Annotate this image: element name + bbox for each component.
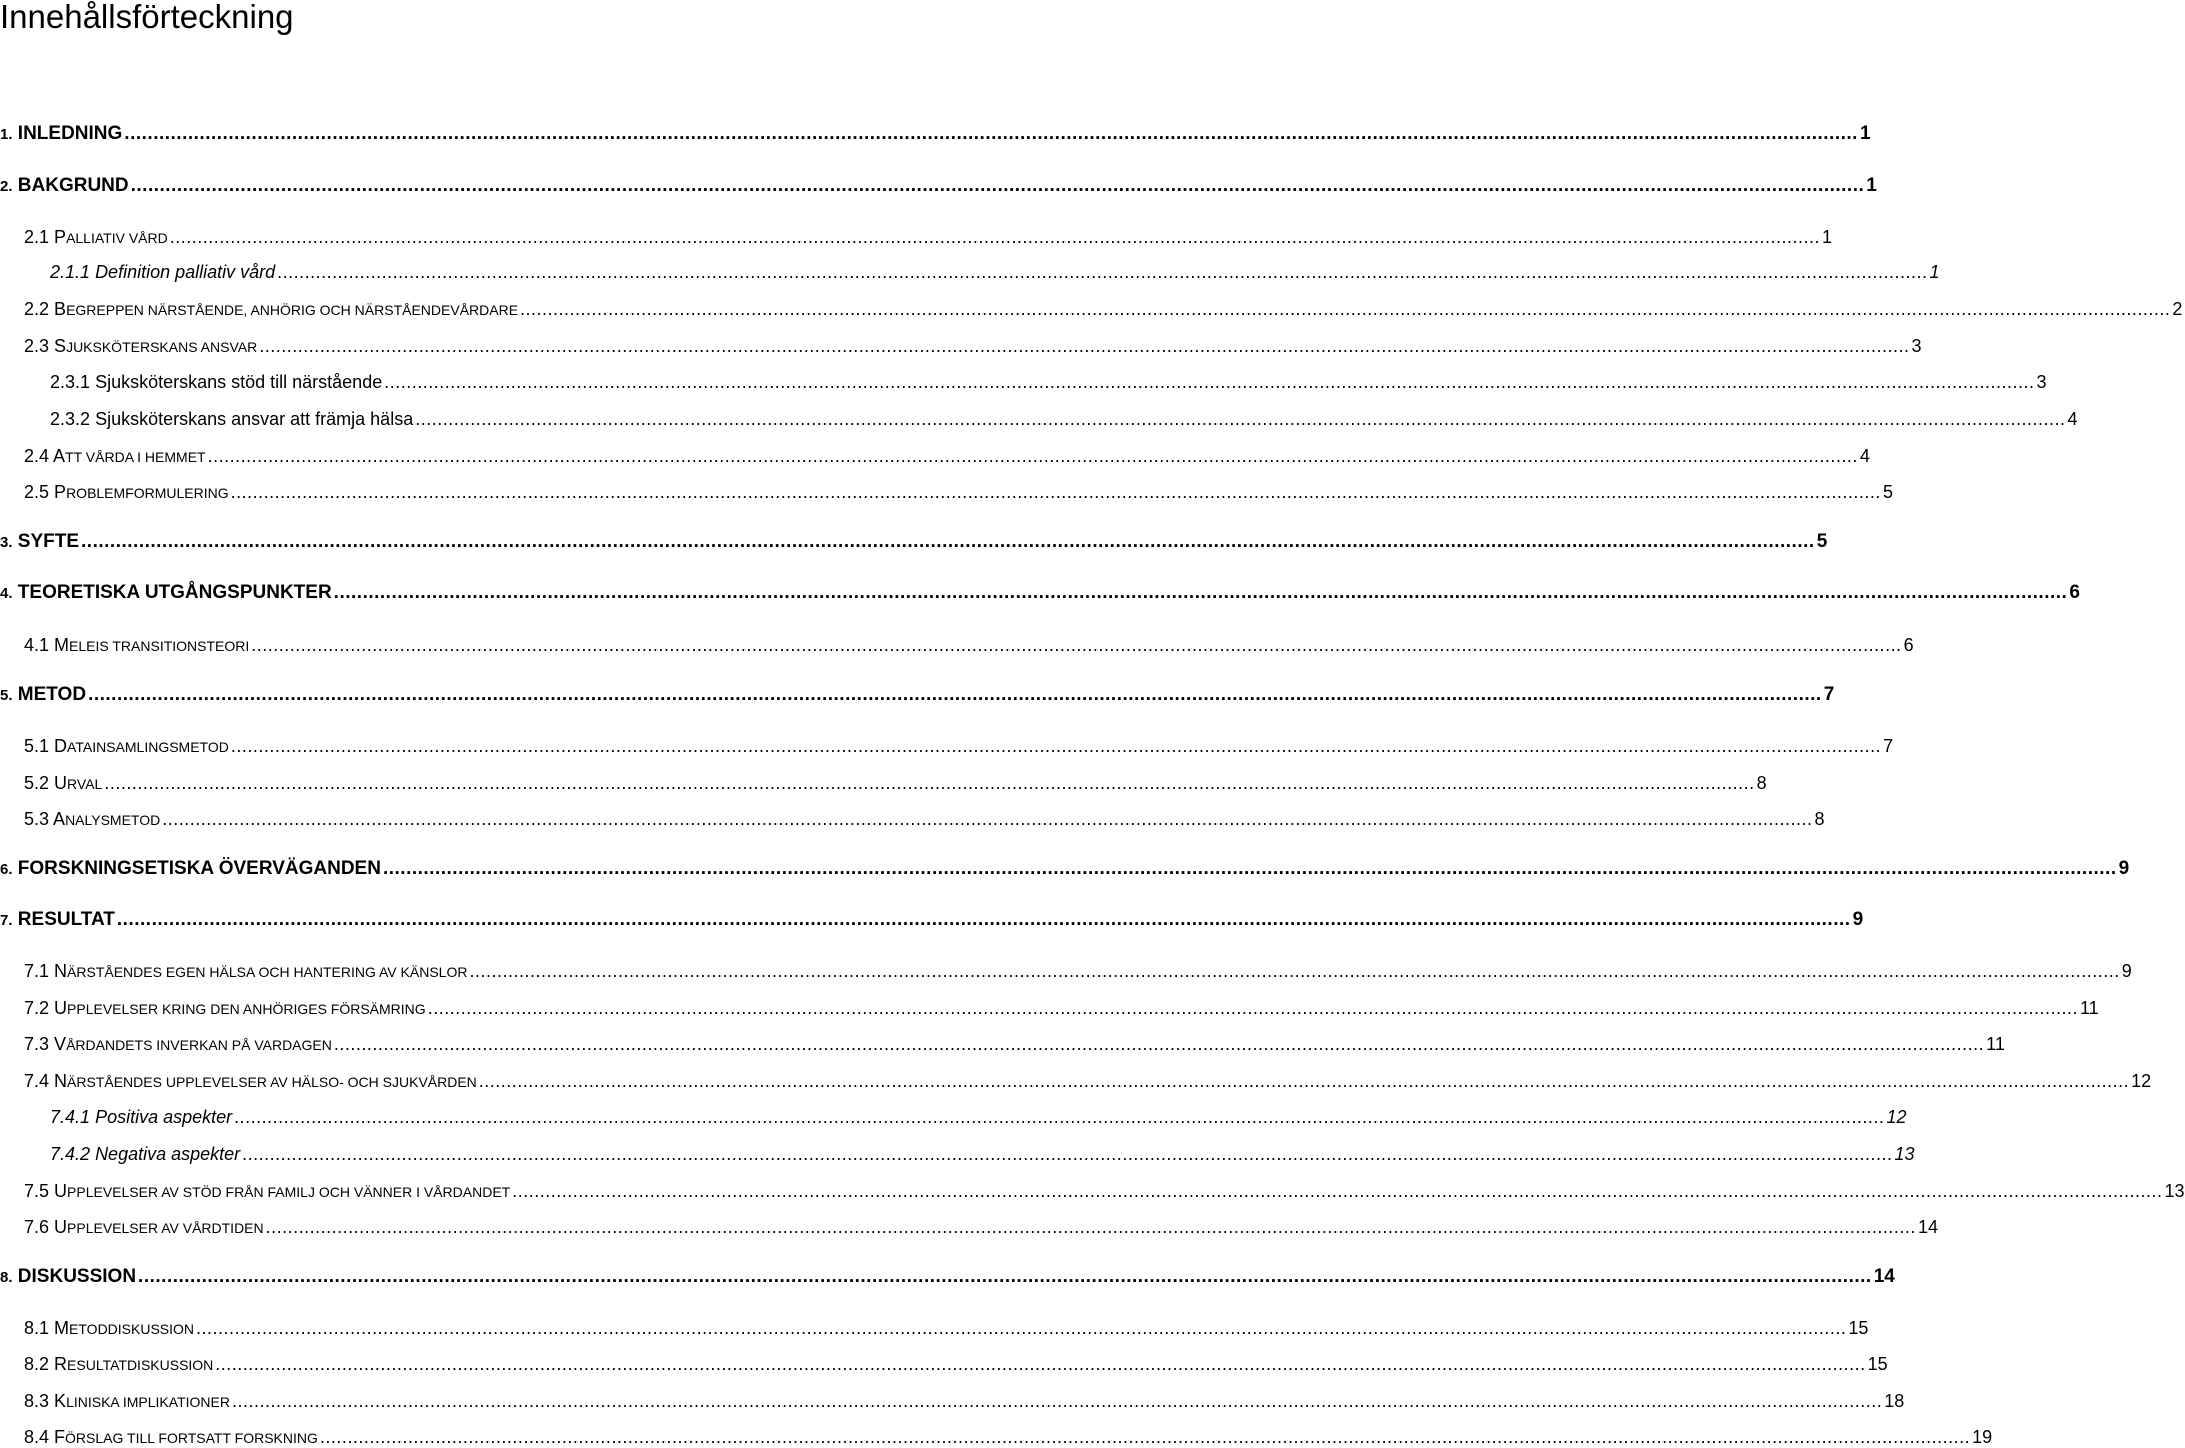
- toc-leader-dots: ............................................................................................................................................................................................................................................................................................................: [333, 582, 2068, 603]
- toc-entry[interactable]: [24, 806, 1825, 830]
- toc-entry-text: Definition palliativ vård: [95, 262, 276, 282]
- toc-leader-dots: ............................................................................................................................................................................................................................................................................................................: [251, 635, 1902, 655]
- toc-entry-text: TT VÅRDA I HEMMET: [65, 449, 206, 465]
- toc-page-number: 12: [2131, 1071, 2152, 1091]
- toc-entry-label: [24, 227, 168, 248]
- toc-entry-text: ÖRSLAG TILL FORTSATT FORSKNING: [65, 1430, 318, 1446]
- toc-entry-text: Negativa aspekter: [95, 1144, 241, 1164]
- toc-entry-number: 2.3.2: [50, 409, 91, 429]
- toc-entry-label: [24, 1354, 213, 1375]
- toc-page-number: 5: [1816, 531, 1828, 552]
- toc-entry[interactable]: [50, 1104, 1907, 1128]
- toc-leader-dots: ............................................................................................................................................................................................................................................................................................................: [469, 961, 2120, 981]
- toc-entry-text: ATAINSAMLINGSMETOD: [67, 739, 229, 755]
- toc-page-number: 11: [1986, 1034, 2005, 1054]
- toc-entry-initial: K: [54, 1391, 67, 1411]
- toc-page-number: 8: [1756, 773, 1767, 793]
- toc-leader-dots: ............................................................................................................................................................................................................................................................................................................: [230, 736, 1882, 756]
- toc-entry-number: 2.1: [24, 227, 50, 247]
- toc-entry[interactable]: [24, 770, 1767, 794]
- toc-entry[interactable]: [24, 958, 2132, 982]
- toc-leader-dots: ............................................................................................................................................................................................................................................................................................................: [81, 531, 1815, 552]
- toc-entry[interactable]: [0, 856, 2130, 880]
- toc-entry-number: 2.1.1: [50, 262, 91, 282]
- toc-entry-text: PPLEVELSER AV STÖD FRÅN FAMILJ OCH VÄNNER I VÅRDANDET: [67, 1184, 511, 1200]
- toc-entry-number: 7.2: [24, 998, 50, 1018]
- toc-leader-dots: ............................................................................................................................................................................................................................................................................................................: [138, 1266, 1872, 1287]
- toc-entry-number: 7.6: [24, 1217, 50, 1237]
- toc-page-number: 9: [2121, 961, 2132, 981]
- toc-leader-dots: ............................................................................................................................................................................................................................................................................................................: [207, 446, 1858, 466]
- toc-entry-number: 2.5: [24, 482, 50, 502]
- toc-entry-number: 6.: [0, 861, 13, 878]
- toc-entry[interactable]: [24, 1315, 1869, 1339]
- toc-entry-text: PPLEVELSER AV VÅRDTIDEN: [67, 1220, 264, 1236]
- toc-entry-number: 2.4: [24, 446, 50, 466]
- toc-leader-dots: ............................................................................................................................................................................................................................................................................................................: [169, 227, 1821, 247]
- toc-entry-text: EGREPPEN NÄRSTÅENDE, ANHÖRIG OCH NÄRSTÅENDEVÅRDARE: [66, 302, 519, 318]
- toc-entry-number: 7.4.1: [50, 1107, 91, 1127]
- toc-entry-label: [0, 909, 115, 931]
- toc-entry-number: 7.4.2: [50, 1144, 91, 1164]
- page-title: Innehållsförteckning: [0, 0, 294, 35]
- toc-leader-dots: ............................................................................................................................................................................................................................................................................................................: [478, 1071, 2130, 1091]
- toc-leader-dots: ............................................................................................................................................................................................................................................................................................................: [427, 998, 2078, 1018]
- toc-leader-dots: ............................................................................................................................................................................................................................................................................................................: [384, 372, 2035, 392]
- toc-page-number: 18: [1884, 1391, 1905, 1411]
- toc-page-number: 2: [2172, 299, 2183, 319]
- toc-entry-label: [50, 262, 275, 283]
- toc-page-number: 7: [1883, 736, 1894, 756]
- toc-leader-dots: ............................................................................................................................................................................................................................................................................................................: [277, 262, 1928, 282]
- toc-page-number: 1: [1822, 227, 1833, 247]
- toc-entry[interactable]: [0, 1264, 1895, 1288]
- toc-entry-text: ESULTATDISKUSSION: [67, 1357, 214, 1373]
- toc-page-number: 12: [1886, 1107, 1907, 1127]
- toc-page-number: 6: [1903, 635, 1914, 655]
- toc-leader-dots: ............................................................................................................................................................................................................................................................................................................: [242, 1144, 1893, 1164]
- toc-entry[interactable]: [24, 224, 1833, 248]
- toc-leader-dots: ............................................................................................................................................................................................................................................................................................................: [230, 482, 1881, 502]
- toc-entry[interactable]: [24, 333, 1922, 357]
- toc-page-number: 8: [1814, 809, 1825, 829]
- toc-leader-dots: ............................................................................................................................................................................................................................................................................................................: [382, 858, 2117, 879]
- toc-entry-label: [0, 175, 129, 197]
- toc-entry-text: ELEIS TRANSITIONSTEORI: [69, 638, 250, 654]
- toc-entry[interactable]: [24, 1068, 2152, 1092]
- toc-entry-text: ÄRSTÅENDES EGEN HÄLSA OCH HANTERING AV KÄNSLOR: [67, 964, 468, 980]
- toc-page-number: 1: [1929, 262, 1940, 282]
- toc-page-number: 13: [1894, 1144, 1915, 1164]
- toc-entry-text: INLEDNING: [17, 123, 123, 144]
- toc-leader-dots: ............................................................................................................................................................................................................................................................................................................: [130, 175, 1865, 196]
- toc-entry-initial: P: [54, 227, 67, 247]
- toc-entry[interactable]: [24, 443, 1870, 467]
- toc-entry-label: [0, 123, 122, 145]
- toc-page-number: 5: [1882, 482, 1893, 502]
- toc-entry-text: ROBLEMFORMULERING: [66, 485, 229, 501]
- toc-entry-label: [24, 1391, 230, 1412]
- toc-entry-label: [24, 446, 206, 467]
- toc-entry-number: 7.4: [24, 1071, 50, 1091]
- toc-leader-dots: ............................................................................................................................................................................................................................................................................................................: [215, 1354, 1866, 1374]
- toc-entry-initial: B: [54, 299, 67, 319]
- toc-leader-dots: ............................................................................................................................................................................................................................................................................................................: [333, 1034, 1985, 1054]
- toc-entry-number: 7.5: [24, 1181, 50, 1201]
- toc-page-number: 4: [2067, 409, 2078, 429]
- toc-entry-initial: R: [54, 1354, 68, 1374]
- toc-entry-text: LINISKA IMPLIKATIONER: [66, 1394, 230, 1410]
- toc-entry-text: DISKUSSION: [17, 1266, 137, 1287]
- toc-entry[interactable]: [24, 733, 1894, 757]
- toc-entry-text: ETODDISKUSSION: [69, 1321, 195, 1337]
- toc-entry-text: ALLIATIV VÅRD: [66, 230, 168, 246]
- toc-entry[interactable]: [50, 369, 2047, 393]
- toc-entry-initial: F: [54, 1427, 66, 1447]
- toc-entry-label: [24, 998, 426, 1019]
- toc-entry-initial: U: [54, 1181, 68, 1201]
- toc-entry-initial: D: [54, 736, 68, 756]
- toc-entry-number: 5.: [0, 687, 13, 704]
- toc-page-number: 4: [1859, 446, 1870, 466]
- toc-entry-number: 2.2: [24, 299, 50, 319]
- toc-entry-text: RESULTAT: [17, 909, 115, 930]
- toc-entry-text: Sjuksköterskans ansvar att främja hälsa: [95, 409, 414, 429]
- toc-leader-dots: ............................................................................................................................................................................................................................................................................................................: [88, 684, 1822, 705]
- toc-entry-label: [24, 482, 229, 503]
- toc-entry-label: [24, 1181, 510, 1202]
- toc-page-number: 3: [1911, 336, 1922, 356]
- toc-entry-number: 4.1: [24, 635, 50, 655]
- toc-page-number: 19: [1972, 1427, 1993, 1447]
- toc-entry-number: 8.3: [24, 1391, 50, 1411]
- toc-entry-initial: N: [54, 1071, 68, 1091]
- toc-entry[interactable]: [24, 1214, 1938, 1238]
- toc-page-number: 9: [1852, 909, 1864, 930]
- toc-leader-dots: ............................................................................................................................................................................................................................................................................................................: [520, 299, 2171, 319]
- toc-entry[interactable]: [50, 406, 2078, 430]
- toc-entry-label: [50, 372, 382, 393]
- toc-entry-label: [24, 1217, 264, 1238]
- toc-entry[interactable]: [0, 907, 1864, 931]
- toc-entry[interactable]: [24, 1351, 1888, 1375]
- toc-page-number: 15: [1848, 1318, 1869, 1338]
- toc-entry-initial: M: [54, 635, 70, 655]
- toc-leader-dots: ............................................................................................................................................................................................................................................................................................................: [104, 773, 1755, 793]
- toc-entry[interactable]: [50, 259, 1940, 283]
- toc-entry-number: 3.: [0, 534, 13, 551]
- toc-entry-number: 1.: [0, 126, 13, 143]
- toc-entry-initial: A: [53, 446, 66, 466]
- toc-page-number: 11: [2079, 998, 2099, 1018]
- toc-entry-number: 2.3.1: [50, 372, 91, 392]
- toc-entry-label: [0, 1266, 136, 1288]
- toc-entry-text: BAKGRUND: [17, 175, 129, 196]
- toc-entry-text: SYFTE: [17, 531, 80, 552]
- toc-entry-label: [24, 736, 229, 757]
- toc-entry-label: [24, 336, 257, 357]
- toc-leader-dots: ............................................................................................................................................................................................................................................................................................................: [231, 1391, 1883, 1411]
- toc-page-number: 7: [1823, 684, 1835, 705]
- toc-page-number: 14: [1873, 1266, 1895, 1287]
- toc-entry[interactable]: [24, 1178, 2185, 1202]
- toc-entry-text: Positiva aspekter: [95, 1107, 233, 1127]
- toc-leader-dots: ............................................................................................................................................................................................................................................................................................................: [124, 123, 1858, 144]
- toc-entry[interactable]: [24, 479, 1893, 503]
- toc-leader-dots: ............................................................................................................................................................................................................................................................................................................: [196, 1318, 1847, 1338]
- toc-entry-text: FORSKNINGSETISKA ÖVERVÄGANDEN: [17, 858, 381, 879]
- toc-entry-label: [0, 684, 86, 706]
- toc-entry-number: 8.1: [24, 1318, 50, 1338]
- toc-entry[interactable]: [0, 682, 1835, 706]
- toc-entry-label: [24, 1034, 332, 1055]
- toc-entry-label: [0, 582, 332, 604]
- toc-entry[interactable]: [24, 1388, 1905, 1412]
- toc-entry-initial: A: [53, 809, 66, 829]
- toc-entry-number: 5.3: [24, 809, 50, 829]
- toc-entry-label: [24, 1318, 194, 1339]
- toc-entry-label: [24, 1071, 477, 1092]
- toc-entry-text: RVAL: [67, 776, 103, 792]
- toc-entry-initial: U: [54, 998, 68, 1018]
- toc-page-number: 13: [2164, 1181, 2185, 1201]
- toc-entry-initial: U: [54, 1217, 68, 1237]
- toc-page-number: 1: [1866, 175, 1877, 196]
- toc-leader-dots: ............................................................................................................................................................................................................................................................................................................: [265, 1217, 1916, 1237]
- toc-entry-label: [50, 1144, 240, 1165]
- toc-leader-dots: ............................................................................................................................................................................................................................................................................................................: [234, 1107, 1885, 1127]
- toc-page-number: 6: [2069, 582, 2080, 603]
- toc-entry-text: ÅRDANDETS INVERKAN PÅ VARDAGEN: [66, 1037, 332, 1053]
- toc-entry-number: 7.: [0, 912, 13, 929]
- toc-entry[interactable]: [0, 121, 1871, 145]
- toc-entry-label: [24, 299, 518, 320]
- toc-leader-dots: ............................................................................................................................................................................................................................................................................................................: [259, 336, 1910, 356]
- toc-entry-text: PPLEVELSER KRING DEN ANHÖRIGES FÖRSÄMRING: [67, 1001, 426, 1017]
- toc-entry[interactable]: [24, 632, 1914, 656]
- toc-entry-number: 8.: [0, 1269, 13, 1286]
- toc-entry-text: Sjuksköterskans stöd till närstående: [95, 372, 383, 392]
- toc-page-number: 14: [1917, 1217, 1938, 1237]
- toc-entry-number: 8.4: [24, 1427, 50, 1447]
- toc-page-number: 3: [2036, 372, 2047, 392]
- toc-page-number: 9: [2118, 858, 2130, 879]
- toc-entry-label: [24, 809, 160, 830]
- toc-leader-dots: ............................................................................................................................................................................................................................................................................................................: [116, 909, 1851, 930]
- toc-page-number: 1: [1859, 123, 1871, 144]
- toc-entry[interactable]: [0, 580, 2080, 604]
- toc-entry-number: 2.3: [24, 336, 50, 356]
- toc-entry-label: [0, 858, 381, 880]
- toc-entry[interactable]: [0, 529, 1828, 553]
- toc-entry-initial: V: [54, 1034, 67, 1054]
- toc-entry-initial: P: [54, 482, 67, 502]
- toc-entry[interactable]: [0, 173, 1877, 197]
- toc-entry-number: 5.1: [24, 736, 50, 756]
- toc-entry-number: 4.: [0, 585, 13, 602]
- toc-entry[interactable]: [24, 296, 2183, 320]
- toc-page-number: 15: [1867, 1354, 1888, 1374]
- toc-entry-number: 8.2: [24, 1354, 50, 1374]
- toc-entry-label: [24, 1427, 318, 1448]
- toc-entry-label: [0, 531, 79, 553]
- toc-entry[interactable]: [50, 1141, 1915, 1165]
- toc-entry-number: 7.1: [24, 961, 50, 981]
- toc-entry-label: [50, 409, 413, 430]
- toc-entry-text: TEORETISKA UTGÅNGSPUNKTER: [17, 582, 332, 603]
- toc-leader-dots: ............................................................................................................................................................................................................................................................................................................: [319, 1427, 1971, 1447]
- toc-entry-initial: S: [54, 336, 67, 356]
- toc-entry-text: METOD: [17, 684, 87, 705]
- toc-entry-label: [50, 1107, 232, 1128]
- toc-entry-initial: N: [54, 961, 68, 981]
- toc-leader-dots: ............................................................................................................................................................................................................................................................................................................: [162, 809, 1813, 829]
- toc-entry-text: JUKSKÖTERSKANS ANSVAR: [66, 339, 258, 355]
- toc-entry-text: NALYSMETOD: [65, 812, 161, 828]
- toc-leader-dots: ............................................................................................................................................................................................................................................................................................................: [415, 409, 2066, 429]
- toc-entry[interactable]: [24, 1031, 2005, 1055]
- toc-entry-label: [24, 773, 102, 794]
- toc-entry-label: [24, 961, 467, 982]
- toc-entry-number: 2.: [0, 178, 13, 195]
- toc-entry[interactable]: [24, 995, 2099, 1019]
- toc-entry-text: ÄRSTÅENDES UPPLEVELSER AV HÄLSO- OCH SJUKVÅRDEN: [67, 1074, 477, 1090]
- toc-entry-initial: M: [54, 1318, 70, 1338]
- toc-entry-number: 5.2: [24, 773, 50, 793]
- toc-entry-label: [24, 635, 249, 656]
- toc-entry-number: 7.3: [24, 1034, 50, 1054]
- toc-entry[interactable]: [24, 1424, 1993, 1448]
- toc-entry-initial: U: [54, 773, 68, 793]
- toc-leader-dots: ............................................................................................................................................................................................................................................................................................................: [512, 1181, 2163, 1201]
